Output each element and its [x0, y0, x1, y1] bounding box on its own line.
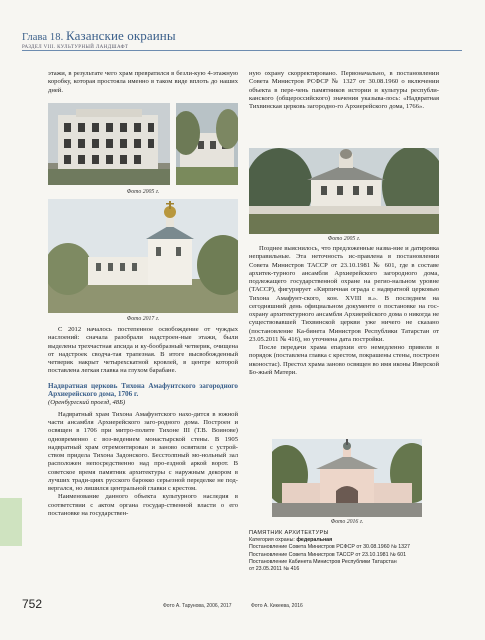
right-paragraph-2: Позднее выяснилось, что предложенные назва-ние и датировка неправильные. Эта неточность ис-правлена в постановлении Совета Министров ТАССР от 23.10.1981 № 601, где в составе архитек-турного ансамбля Архиерейского загородного дома, подлежащего государственной охране на регио-нальном уровне (ТАССР), фигурирует «Кирпичная ограда с надвратной церковью Тихона Амафунт-ского, кон. XVIII в.». В последнем на сегодняшний день официальном документе о постановке на гос-охрану архитектурного ансамбля Архиерейского дома о никогда не существовавшей Тихвинской церкви уже ничего не сказано (постановление Ка-бинета Министров Республики Татарстан от 23.05.2011 № 416), но уточнена дата постройки.: [249, 245, 439, 343]
left-paragraph-4: Наименование данного объекта культурного наследия в соответствии с актом органа государ-ственной власти о его постановке на государствен-: [48, 493, 238, 517]
photo-gate-church-2016: [272, 439, 422, 517]
left-column: [48, 70, 238, 95]
photo-church-2017: [48, 199, 238, 313]
decree-2011: Постановление Кабинета Министров Республики Татарстан: [249, 558, 397, 565]
decree-1981: Постановление Совета Министров ТАССР от 23.10.1981 № 601: [249, 551, 407, 558]
chapter-number: Глава 18.: [22, 32, 64, 43]
photo-credit-1: Фото А. Тарунова, 2006, 2017: [163, 603, 232, 609]
page-number: 752: [22, 597, 43, 611]
decree-1960: Постановление Совета Министров РСФСР от 30.08.1960 № 1327: [249, 544, 411, 551]
margin-tab: [0, 498, 22, 546]
left-paragraph-3: Надвратный храм Тихона Амафунтского нахо-дится в южной части ансамбля Архиерейского заго-родного дома. Построен и освящен в 1706 при митро-полите Тихоне III (Т.В. Воинове) одновременно с воз-ведением монастырской стены. В 1905 надвратный храм отремонтирован и заново освятили с устрой-ством придела Тихона Задонского. Бесстолпный мо-нольный зал расположен непосредственно над про-ездной аркой ворот. В советское время памятник архитектуры с наружным декором в лучших тради-циях русского барокко серьезной переделке не под-вергался, но лишился центральной главки с крестом.: [48, 410, 238, 493]
left-paragraph-1: этажи, в результате чего храм превратился в безли-кую 4-этажную коробку, которая простояла именно в таком виде вплоть до наших дней.: [48, 70, 238, 94]
right-column-middle: [249, 245, 439, 377]
photo-old-building: [48, 103, 170, 185]
monument-info-box: [249, 530, 444, 573]
caption-photo-2005: Фото 2005 г.: [126, 189, 160, 195]
chapter-name: Казанские окраины: [66, 28, 176, 43]
right-paragraph-3: После передачи храма епархии его немедленно привели в порядок (поставлена главка с крестом, покрашены стены, построен иконостас). Престол храма заново освящен во имя иконы Иверской Бо-жьей Матери.: [249, 344, 439, 376]
category-label: Категория охраны:: [249, 537, 297, 544]
caption-photo-2017: Фото 2017 г.: [126, 316, 160, 322]
caption-photo-2005-right: Фото 2005 г.: [327, 236, 361, 242]
photo-building-trees: [176, 103, 238, 185]
section-address: (Оренбургский проезд, 48Б): [48, 398, 126, 406]
chapter-title: [22, 28, 462, 44]
page-header: [22, 28, 462, 50]
photo-gate-church-2005: [249, 148, 439, 234]
section-subheading: Надвратная церковь Тихона Амафунтского загородного Архиерейского дома, 1706 г.: [48, 381, 238, 399]
left-column-lower: [48, 326, 238, 518]
right-column: [249, 70, 439, 111]
caption-photo-2016: Фото 2016 г.: [330, 519, 364, 525]
left-paragraph-2: С 2012 началось постепенное освобождение от чуждых наслоений: сначала разобрали надстроен-ные этажи, были выделены трехчастная апсида и ку-бообразный четверик, очищена от надстроек сводча-тая трапезная. В итоге высвобожденный четверик накрыт четырехскатной кровлей, в центре которой поставлена легкая главка на глухом барабане.: [48, 326, 238, 375]
decree-2011-date: от 23.05.2011 № 416: [249, 566, 300, 573]
monument-title: ПАМЯТНИК АРХИТЕКТУРЫ: [249, 530, 329, 536]
right-paragraph-1: ную охрану скорректировано. Первоначально, в постановлении Совета Министров РСФСР № 1327 от 30.08.1960 о включении объекта в пере-чень памятников истории и культуры республи-канского (общероссийского) значения указыва-лось: «Надвратная Тихвинская церковь загородно-го Архиерейского дома, 1766».: [249, 70, 439, 110]
section-label: РАЗДЕЛ VIII. КУЛЬТУРНЫЙ ЛАНДШАФТ: [22, 45, 129, 50]
category-value: федеральная: [296, 537, 333, 544]
protection-category: [249, 537, 444, 544]
header-rule: [22, 50, 462, 51]
photo-credit-2: Фото А. Кикеева, 2016: [251, 603, 303, 609]
